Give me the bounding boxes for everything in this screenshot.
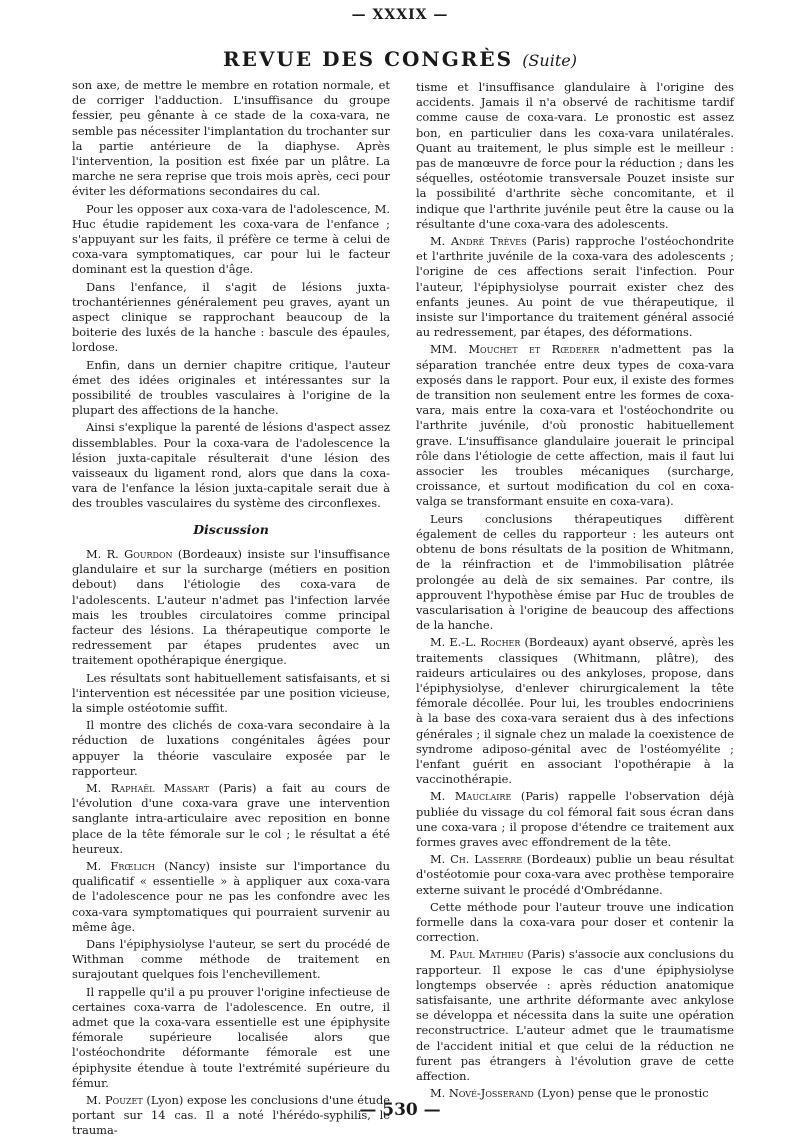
paragraph-text: n'admettent pas la séparation tranchée entre deux types de coxa-vara exposés dans le rapport. Pour eux, il existe des formes de transition non seulement entre les formes de coxa-vara, mais entre la coxa-vara et l'ostéochondrite ou l'arthrite juvénile, d'où pronostic habituellement grave. L'insuffisance glandulaire jouerait le principal rôle dans l'étiologie de cette affection, mais il faut lui associer les troubles mécaniques (surcharge, croissance, et surtout modification du col en coxa-valga se transformant ensuite en coxa-vara). — [416, 342, 734, 509]
discussion-paragraph — [72, 718, 390, 779]
speaker-name: M. R. Gourdon — [86, 546, 173, 561]
discussion-paragraph — [416, 789, 734, 850]
speaker-name: M. Pouzet — [86, 1093, 143, 1107]
paragraph-text: (Lyon) pense que le pronostic — [533, 1086, 709, 1101]
speaker-name: M. Ch. Lasserre — [430, 852, 523, 867]
speaker-name: M. André Trèves — [430, 234, 527, 249]
discussion-paragraph — [416, 900, 734, 946]
paragraph-text: Il montre des clichés de coxa-vara secondaire à la réduction de luxations congénitales âgées pour appuyer la théorie vasculaire exposée par le rapporteur. — [72, 718, 390, 778]
left-column — [72, 78, 390, 1141]
page-number: — 530 — — [359, 1100, 441, 1120]
discussion-paragraph — [416, 234, 734, 340]
section-suite-label: (Suite) — [522, 51, 577, 70]
paragraph-text: (Paris) rapproche l'ostéochondrite et l'arthrite juvénile de la coxa-vara des adolescents ; l'origine de ces affections serait l'infection. Pour l'auteur, l'épiphysiolyse pourrait exister chez des enfants jeunes. Au point de vue thérapeutique, il insiste sur l'importance du traitement général associé au redressement, par étapes, des déformations. — [416, 234, 734, 340]
discussion-heading: Discussion — [193, 521, 269, 537]
paragraph-text: (Paris) rappelle l'observation déjà publiée du vissage du col fémoral fait sous écran dans une coxa-vara ; il propose d'étendre ce traitement aux formes graves avec effondrement de la tête. — [416, 789, 734, 849]
paragraph-text: Leurs conclusions thérapeutiques diffèrent également de celles du rapporteur : les auteurs ont obtenu de bons résultats de la position de Whitmann, de la réinfraction et de l'immobilisation plâtrée prolongée au delà de six semaines. Par contre, ils approuvent l'hypothèse émise par Huc de troubles de vascularisation à l'origine de beaucoup des affections de la hanche. — [416, 511, 734, 633]
paragraph: Ainsi s'explique la parenté de lésions d'aspect assez dissemblables. Pour la coxa-vara de l'adolescence la lésion juxta-capitale résulterait d'une lésion des vaisseaux du ligament rond, alors que dans la coxa-vara de l'enfance la lésion juxta-capitale serait due à des troubles vasculaires du système des circonflexes. — [72, 420, 390, 511]
discussion-paragraph — [72, 781, 390, 857]
discussion-paragraph — [72, 985, 390, 1091]
discussion-paragraph — [72, 671, 390, 717]
speaker-name: MM. Mouchet et Rœderer — [430, 342, 600, 357]
discussion-paragraph — [416, 852, 734, 898]
paragraph: son axe, de mettre le membre en rotation normale, et de corriger l'adduction. L'insuffisance du groupe fessier, peu gênante à ce stade de la coxa-vara, ne semble pas nécessiter l'implantation du trochanter sur la partie antérieure de la diaphyse. Après l'intervention, la position est fixée par un plâtre. La marche ne sera reprise que trois mois après, ceci pour éviter les déformations secondaires du cal. — [72, 78, 390, 199]
section-title: REVUE DES CONGRÈS — [223, 47, 514, 71]
paragraph-text: Dans l'épiphysiolyse l'auteur, se sert du procédé de Withman comme méthode de traitement en surajoutant quelques fois l'enchevillement. — [72, 936, 390, 982]
discussion-paragraph — [416, 512, 734, 634]
speaker-name: M. Raphaël Massart — [86, 780, 210, 795]
discussion-paragraph — [416, 342, 734, 509]
discussion-paragraph — [416, 947, 734, 1084]
paragraph-text: (Lyon) expose les conclusions d'une étude portant sur 14 cas. Il a noté l'hérédo-syphilis, le trauma- — [72, 1093, 390, 1138]
paragraph-text: Cette méthode pour l'auteur trouve une indication formelle dans la coxa-vara pour doser et contenir la correction. — [416, 899, 734, 945]
discussion-paragraph — [72, 859, 390, 935]
discussion-paragraph — [416, 635, 734, 787]
right-column — [416, 80, 734, 1103]
paragraph: Pour les opposer aux coxa-vara de l'adolescence, M. Huc étudie rapidement les coxa-vara de l'enfance ; s'appuyant sur les faits, il préfère ce terme à celui de coxa-vara symptomatiques, car pour lui le facteur dominant est la question d'âge. — [72, 201, 390, 277]
paragraph-text: (Paris) a fait au cours de l'évolution d'une coxa-vara grave une intervention sanglante intra-articulaire avec reposition en bonne place de la tête fémorale sur le col ; le résultat a été heureux. — [72, 780, 390, 856]
paragraph-text: Les résultats sont habituellement satisfaisants, et si l'intervention est nécessitée par une position vicieuse, la simple ostéotomie suffit. — [72, 670, 390, 715]
discussion-paragraph — [72, 937, 390, 983]
paragraph-text: (Paris) s'associe aux conclusions du rapporteur. Il expose le cas d'une épiphysiolyse longtemps observée : après réduction anatomique satisfaisante, une arthrite déformante avec ankylose se développa et nécessita dans la suite une opération reconstructrice. L'auteur admet que le traumatisme de l'accident initial et que celui de la réduction ne furent pas étrangers à l'évolution grave de cette affection. — [416, 947, 734, 1083]
speaker-name: M. Nové-Josserand — [430, 1086, 534, 1101]
paragraph-text: (Bordeaux) publie un beau résultat d'ostéotomie pour coxa-vara avec prothèse temporaire externe suivant le procédé d'Ombrédanne. — [416, 852, 734, 897]
discussion-paragraph — [72, 547, 390, 669]
paragraph-text: (Bordeaux) insiste sur l'insuffisance glandulaire et sur la surcharge (métiers en position debout) dans l'étiologie des coxa-vara de l'adolescents. L'auteur n'admet pas l'infection larvée mais les troubles circulatoires comme principal facteur des lésions. La thérapeutique comporte le redressement par étapes prudentes avec un traitement opothérapique énergique. — [72, 546, 390, 668]
speaker-name: M. Paul Mathieu — [430, 947, 524, 962]
folio-roman-numeral: — XXXIX — — [351, 7, 449, 23]
paragraph-text: tisme et l'insuffisance glandulaire à l'origine des accidents. Jamais il n'a observé de rachitisme tardif comme cause de coxa-vara. Le pronostic est assez bon, en particulier dans les coxa-vara unilatérales. Quant au traitement, le plus simple est le meilleur : pas de manœuvre de force pour la réduction ; dans les séquelles, ostéotomie transversale Pouzet insiste sur la possibilité d'arthrite sèche concomitante, et il indique que l'arthrite juvénile peut être la cause ou la résultante d'une coxa-vara des adolescents. — [416, 80, 734, 231]
paragraph-text: (Bordeaux) ayant observé, après les traitements classiques (Whitmann, plâtre), des raideurs articulaires ou des ankyloses, propose, dans l'épiphysiolyse, d'enlever chirurgicalement la tête fémorale décollée. Pour lui, les troubles endocriniens à la base des coxa-vara seraient dus à des infections générales ; il signale chez un malade la coexistence de syndrome adiposo-génital avec de l'ostéomyélite ; l'enfant guérit en associant l'opothérapie à la vaccinothérapie. — [416, 635, 734, 787]
speaker-name: M. Frœlich — [86, 858, 156, 873]
section-header — [0, 47, 800, 71]
speaker-name: M. E.-L. Rocher — [430, 635, 521, 650]
paragraph: Enfin, dans un dernier chapitre critique, l'auteur émet des idées originales et intéressantes sur la possibilité de troubles vasculaires à l'origine de la plupart des affections de la hanche. — [72, 357, 390, 418]
paragraph-text: (Nancy) insiste sur l'importance du qualificatif « essentielle » à appliquer aux coxa-vara de l'adolescence pour ne pas les confondre avec les coxa-vara symptomatiques qui pourraient survenir au même âge. — [72, 858, 390, 934]
paragraph: Dans l'enfance, il s'agit de lésions juxta-trochantériennes généralement peu graves, ayant un aspect clinique se rapprochant beaucoup de la boiterie des luxés de la hanche : bascule des épaules, lordose. — [72, 279, 390, 355]
paragraph-text: Il rappelle qu'il a pu prouver l'origine infectieuse de certaines coxa-varra de l'adolescence. En outre, il admet que la coxa-vara essentielle est une épiphysite fémorale supérieure localisée alors que l'ostéochondrite déformante fémorale est une épiphysite étendue à toute l'extrémité supérieure du fémur. — [72, 984, 390, 1090]
paragraph — [416, 80, 734, 232]
speaker-name: M. Mauclaire — [430, 789, 512, 804]
